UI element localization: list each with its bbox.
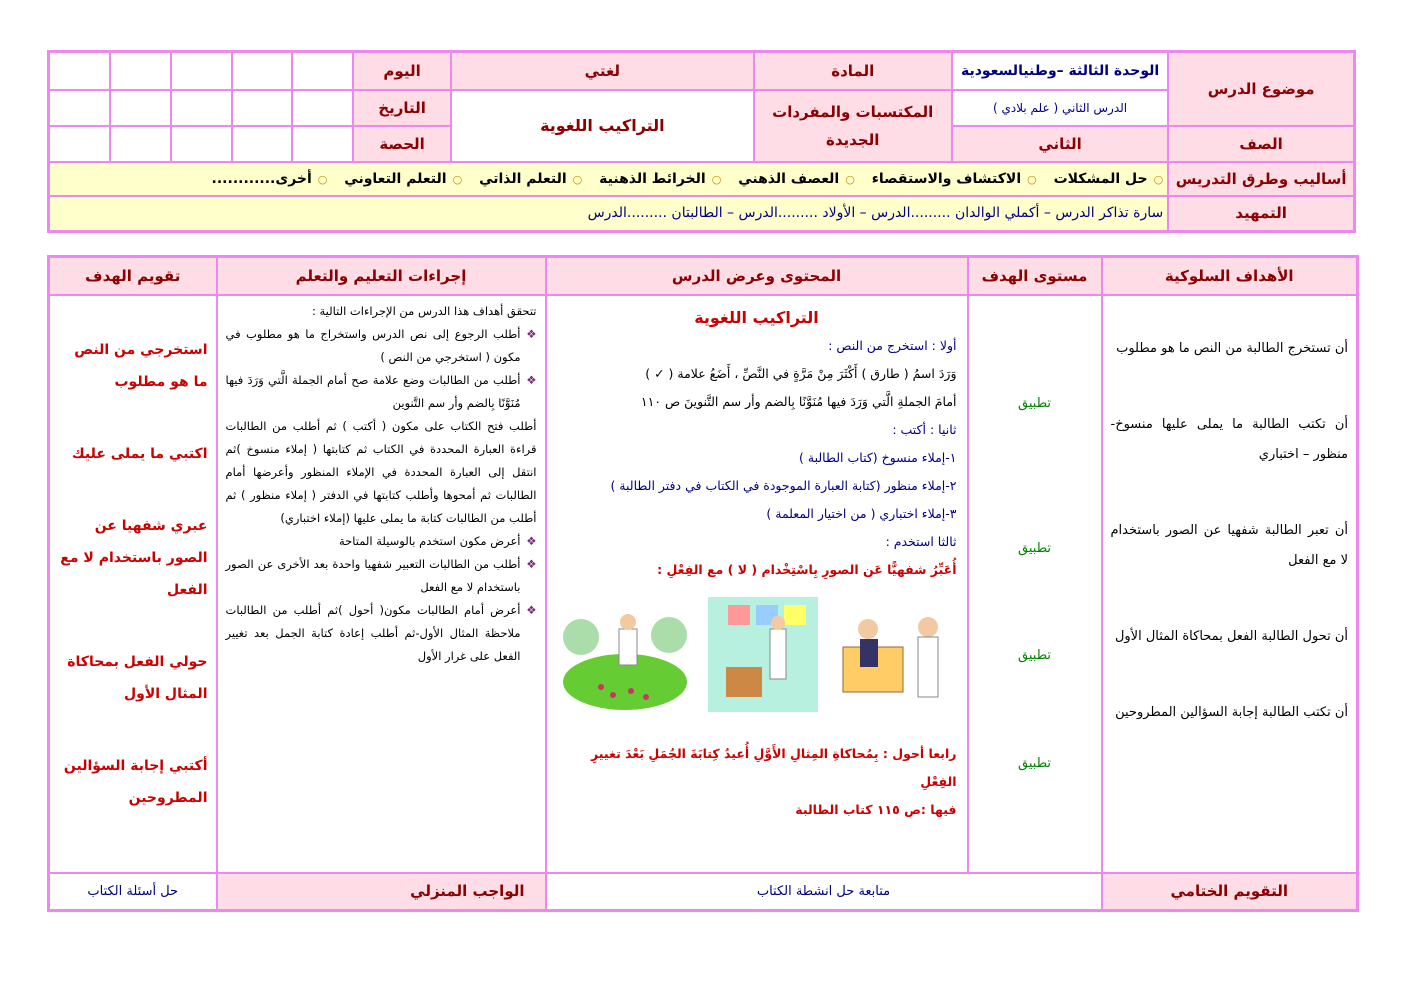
circle-option-icon: ○ — [452, 172, 463, 186]
objective-item: أن تكتب الطالبة ما يملى عليها منسوخ- منظور – اختباري — [1110, 416, 1348, 462]
level-header: مستوى الهدف — [968, 257, 1102, 295]
objective-item: أن تعبر الطالبة شفهيا عن الصور باستخدام لا مع الفعل — [1110, 522, 1348, 568]
procedures-cell — [217, 295, 546, 873]
evaluation-cell — [49, 295, 217, 873]
content-fourth-text: رابعا أحول : بِمُحاكاةِ المِثالِ الأَوَّلِ أُعيدُ كِتابَةَ الجُمَلِ بَعْدَ تغييرِ الفِعْلِ — [591, 745, 957, 789]
level-item: تطبيق — [1018, 755, 1051, 771]
diamond-bullet-icon: ❖ — [526, 602, 537, 617]
content-first-text: وَرَدَ اسمُ ( طارق ) أَكْثَرَ مِنْ مَرَّةٍ في النَّصِّ ، أَضَعُ علامة ( ✓ ) — [645, 365, 957, 381]
method-option: الخرائط الذهنية — [599, 170, 706, 187]
lesson-info-table — [47, 50, 1356, 233]
procedure-item: ❖ أعرض مكون استخدم بالوسيلة المتاحة — [226, 530, 521, 553]
objective-item: أن تستخرج الطالبة من النص ما هو مطلوب — [1116, 340, 1348, 356]
evaluation-item: أكتبي إجابة السؤالين المطروحين — [63, 757, 208, 806]
method-option: العصف الذهني — [738, 170, 840, 187]
content-title: التراكيب اللغوية — [694, 307, 819, 327]
lesson-plan-table — [47, 255, 1359, 912]
procedure-item: ❖ أطلب من الطالبات وضع علامة صح أمام الجملة الَّتي وَرَدَ فيها مُنَوَّنًا بِالضم وأر سم التَّنوين — [226, 369, 521, 415]
content-third-text: أُعَبِّرُ شفهيًّا عَن الصورِ بِاسْتِخْدام ( لا ) مع الفِعْلِ : — [657, 561, 957, 577]
evaluation-item: استخرجي من النص ما هو مطلوب — [74, 341, 208, 390]
unit-cell — [952, 52, 1168, 90]
content-second-item: ٣-إملاء اختباري ( من اختيار المعلمة ) — [766, 505, 957, 521]
procedures-header: إجراءات التعليم والتعلم — [217, 257, 546, 295]
level-item: تطبيق — [1018, 647, 1051, 663]
objective-item: أن تحول الطالبة الفعل بمحاكاة المثال الأول — [1114, 628, 1348, 644]
unit-title: الوحدة الثالثة –وطنيالسعودية — [960, 62, 1160, 79]
topic-label: موضوع الدرس — [1168, 52, 1354, 126]
method-option: حل المشكلات — [1053, 170, 1148, 187]
content-second-item: ٢-إملاء منظور (كتابة العبارة الموجودة في الكتاب في دفتر الطالبة ) — [610, 477, 957, 493]
circle-option-icon: ○ — [711, 172, 722, 186]
procedure-paragraph: أطلب فتح الكتاب على مكون ( أكتب ) ثم أطلب من الطالبات قراءة العبارة المحددة في الكتاب ثم كتابتها ( إملاء منسوخ )ثم انتقل إلى العبارة المحددة في الإملاء المنظور وأعرضها أمام الطالبات ثم أمحوها وأطلب كتابتها في الدفتر ( إملاء منظور ) ثم أطلب من الطالبات كتابة ما يملى عليها (إملاء اختباري) — [225, 418, 537, 525]
desk-illustration — [838, 607, 953, 712]
procedures-intro: تتحقق أهداف هذا الدرس من الإجراءات التالية : — [311, 303, 537, 318]
grade-value: الثاني — [952, 126, 1168, 162]
final-eval-value: متابعة حل انشطة الكتاب — [546, 873, 1102, 911]
content-first-text2: أمامَ الجملةِ الَّتي وَرَدَ فيها مُنَوَّنًا بِالضم وأر سم التَّنوينَ ص ١١٠ — [640, 393, 957, 409]
procedure-item: ❖ أطلب الرجوع إلى نص الدرس واستخراج ما هو مطلوب في مكون ( استخرجي من النص ) — [226, 323, 521, 369]
evaluation-item: عبري شفهيا عن الصور باستخدام لا مع الفعل — [60, 517, 208, 598]
content-header: المحتوى وعرض الدرس — [546, 257, 968, 295]
method-option: التعلم الذاتي — [479, 170, 567, 187]
content-fourth-page: فيها :ص ١١٥ كتاب الطالبة — [795, 801, 957, 817]
level-cell — [968, 295, 1102, 873]
illustrations — [561, 592, 953, 712]
classroom-illustration — [708, 597, 818, 712]
circle-option-icon: ○ — [1027, 172, 1037, 186]
diamond-bullet-icon: ❖ — [526, 556, 537, 571]
grade-label: الصف — [1168, 126, 1354, 162]
evaluation-header: تقويم الهدف — [49, 257, 217, 295]
methods-list — [49, 162, 1169, 196]
circle-option-icon: ○ — [1153, 172, 1164, 186]
level-item: تطبيق — [1018, 540, 1051, 556]
final-eval-label: التقويم الختامي — [1102, 873, 1358, 911]
objectives-cell — [1102, 295, 1358, 873]
lesson-title: الدرس الثاني ( علم بلادي ) — [952, 90, 1168, 126]
methods-label: أساليب وطرق التدريس — [1168, 162, 1354, 196]
procedure-item: ❖ أطلب من الطالبات التعبير شفهيا واحدة بعد الأخرى عن الصور باستخدام لا مع الفعل — [226, 553, 521, 599]
diamond-bullet-icon: ❖ — [526, 372, 537, 387]
objectives-header: الأهداف السلوكية — [1102, 257, 1358, 295]
subject-label: المادة — [754, 52, 952, 90]
period-label: الحصة — [353, 126, 451, 162]
content-cell — [546, 295, 968, 873]
circle-option-icon: ○ — [845, 172, 855, 186]
objective-item: أن تكتب الطالبة إجابة السؤالين المطروحين — [1115, 704, 1348, 720]
method-option: الاكتشاف والاستقصاء — [871, 170, 1022, 187]
content-third-heading: ثالثا استخدم : — [885, 533, 957, 549]
garden-illustration — [561, 607, 689, 712]
diamond-bullet-icon: ❖ — [526, 326, 537, 341]
method-option: أخرى............ — [211, 170, 312, 187]
evaluation-item: اكتبي ما يملى عليك — [71, 445, 208, 462]
subject-value: لغتي — [451, 52, 753, 90]
evaluation-item: حولي الفعل بمحاكاة المثال الأول — [67, 653, 208, 702]
diamond-bullet-icon: ❖ — [526, 533, 537, 548]
procedure-item: ❖ أعرض أمام الطالبات مكون( أحول )ثم أطلب من الطالبات ملاحظة المثال الأول-ثم أطلب إعادة كتابة الجمل بعد تغيير الفعل على غرار الأول — [226, 599, 521, 668]
method-option: التعلم التعاوني — [344, 170, 447, 187]
level-item: تطبيق — [1018, 395, 1051, 411]
circle-option-icon: ○ — [317, 172, 328, 186]
circle-option-icon: ○ — [572, 172, 583, 186]
homework-value: حل أسئلة الكتاب — [49, 873, 217, 911]
day-label: اليوم — [353, 52, 451, 90]
content-first-heading: أولا : استخرج من النص : — [828, 337, 957, 353]
homework-label: الواجب المنزلي — [217, 873, 546, 911]
date-label: التاريخ — [353, 90, 451, 126]
content-second-item: ١-إملاء منسوخ (كتاب الطالبة ) — [799, 449, 957, 465]
intro-text: سارة تذاكر الدرس – أكملي الوالدان .........الدرس – الأولاد .........الدرس – الطالبتان .........الدرس — [49, 196, 1169, 232]
acquisitions-label: المكتسبات والمفردات الجديدة — [754, 90, 952, 162]
acquisitions-value: التراكيب اللغوية — [451, 90, 753, 162]
intro-label: التمهيد — [1168, 196, 1354, 232]
content-second-heading: ثانيا : أكتب : — [892, 421, 957, 437]
